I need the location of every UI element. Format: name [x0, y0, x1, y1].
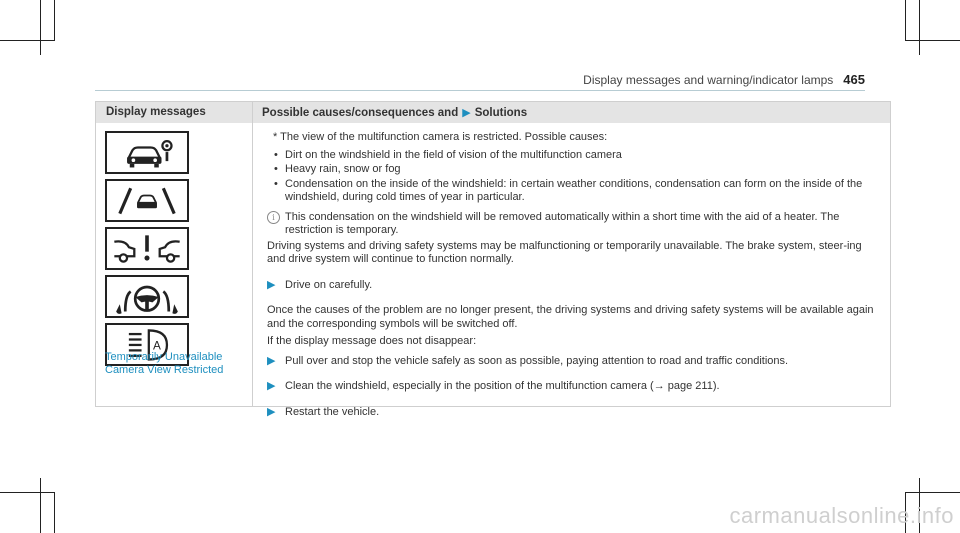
crop-mark — [54, 492, 55, 533]
cause-item: • Condensation on the inside of the windshield: in certain weather conditions, condensation can form on the inside of the windshield, during cold times of year in particular. — [267, 178, 882, 205]
crop-mark — [40, 478, 41, 533]
driving-systems-text: Driving systems and driving safety systems may be malfunctioning or temporarily unavailable. The brake system, steer-ing and drive system will continue to function normally. — [267, 239, 862, 265]
watermark-text: carmanualsonline.info — [729, 503, 954, 528]
header-divider — [95, 90, 865, 91]
svg-text:A: A — [153, 339, 161, 353]
col-header-display-messages: Display messages — [106, 106, 206, 118]
crop-mark — [0, 40, 55, 41]
info-note — [267, 211, 882, 238]
step-item — [267, 355, 882, 369]
info-icon: i — [267, 211, 280, 224]
intro-text: * The view of the multifunction camera is restricted. Possible causes: — [273, 131, 608, 143]
step-item — [267, 380, 882, 394]
cause-item: • Dirt on the windshield in the field of vision of the multifunction camera — [267, 149, 882, 163]
steering-wheel-assist-icon — [105, 275, 189, 318]
col-header-solutions — [262, 106, 527, 119]
crop-mark — [905, 492, 960, 493]
step-arrow-icon: ▶ — [267, 278, 276, 291]
crop-mark — [54, 0, 55, 40]
step-item — [267, 279, 882, 293]
crop-mark — [905, 40, 960, 41]
message-line-camera-view-restricted: Camera View Restricted — [105, 364, 224, 376]
crop-mark — [0, 492, 55, 493]
col-header-causes-label: Possible causes/consequences and — [262, 106, 459, 119]
once-text: Once the causes of the problem are no longer present, the driving systems and driving safety systems will be available again and the corresponding symbols will be switched off. — [267, 304, 874, 330]
message-line-temporarily-unavailable: Temporarily Unavailable — [105, 351, 223, 363]
info-note-text: This condensation on the windshield will be removed automatically within a short time with the aid of a heater. The restriction is temporary. — [285, 210, 840, 236]
lane-keeping-icon — [105, 179, 189, 222]
crop-mark — [40, 0, 41, 55]
solutions-column — [267, 131, 882, 431]
if-text: If the display message does not disappear: — [267, 335, 477, 347]
step-item — [267, 406, 882, 420]
display-message-label — [105, 351, 223, 377]
step-arrow-icon: ▶ — [267, 354, 276, 367]
page-header-title: Display messages and warning/indicator lamps — [583, 73, 834, 87]
step-text: Pull over and stop the vehicle safely as soon as possible, paying attention to road and traffic conditions. — [285, 354, 789, 367]
messages-table — [95, 101, 891, 418]
page-header — [583, 72, 865, 87]
table-header — [96, 102, 890, 123]
col-header-solutions-label: Solutions — [474, 106, 528, 119]
collision-warning-icon — [105, 227, 189, 270]
step-text: Restart the vehicle. — [285, 405, 380, 418]
step-arrow-icon: ▶ — [267, 405, 276, 418]
cause-item: • Heavy rain, snow or fog — [267, 163, 882, 177]
arrow-right-icon: ▶ — [462, 107, 471, 119]
page-number: 465 — [843, 72, 865, 87]
step-text[interactable]: Clean the windshield, especially in the position of the multifunction camera (→ page 211). — [285, 380, 720, 392]
step-arrow-icon: ▶ — [267, 380, 276, 392]
column-divider — [252, 102, 253, 406]
crop-mark — [919, 0, 920, 55]
crop-mark — [905, 0, 906, 40]
front-camera-car-icon — [105, 131, 189, 174]
step-text: Drive on carefully. — [285, 278, 373, 291]
